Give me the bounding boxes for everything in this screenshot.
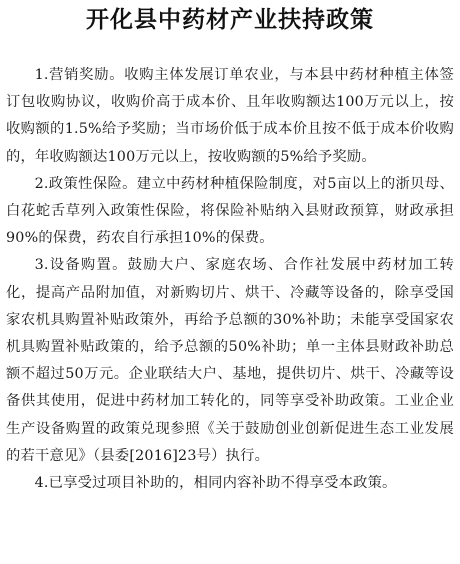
policy-paragraph-insurance: 2.政策性保险。建立中药材种植保险制度，对5亩以上的浙贝母、白花蛇舌草列入政策性保险，将保险补贴纳入县财政预算，财政承担90%的保费，药农自行承担10%的保费。 [6, 175, 454, 247]
document-title: 开化县中药材产业扶持政策 [86, 7, 374, 33]
policy-paragraph-exclusion: 4.已享受过项目补助的，相同内容补助不得享受本政策。 [34, 475, 397, 492]
document-body [6, 62, 454, 497]
policy-paragraph-equipment-purchase: 3.设备购置。鼓励大户、家庭农场、合作社发展中药材加工转化，提高产品附加值，对新购切片、烘干、冷藏等设备的，除享受国家农机具购置补贴政策外，再给予总额的30%补助；未能享受国家农机具购置补贴政策的，给予总额的50%补助；单一主体县财政补助总额不超过50万元。企业联结大户、基地，提供切片、烘干、冷藏等设备供其使用，促进中药材加工转化的，同等享受补助政策。工业企业生产设备购置的政策兑现参照《关于鼓励创业创新促进生态工业发展的若干意见》（县委[2016]23号）执行。 [6, 257, 454, 464]
policy-paragraph-marketing-reward: 1.营销奖励。收购主体发展订单农业，与本县中药材种植主体签订包收购协议，收购价高于成本价、且年收购额达100万元以上，按收购额的1.5%给予奖励；当市场价低于成本价且按不低于成本价收购的，年收购额达100万元以上，按收购额的5%给予奖励。 [6, 67, 454, 165]
